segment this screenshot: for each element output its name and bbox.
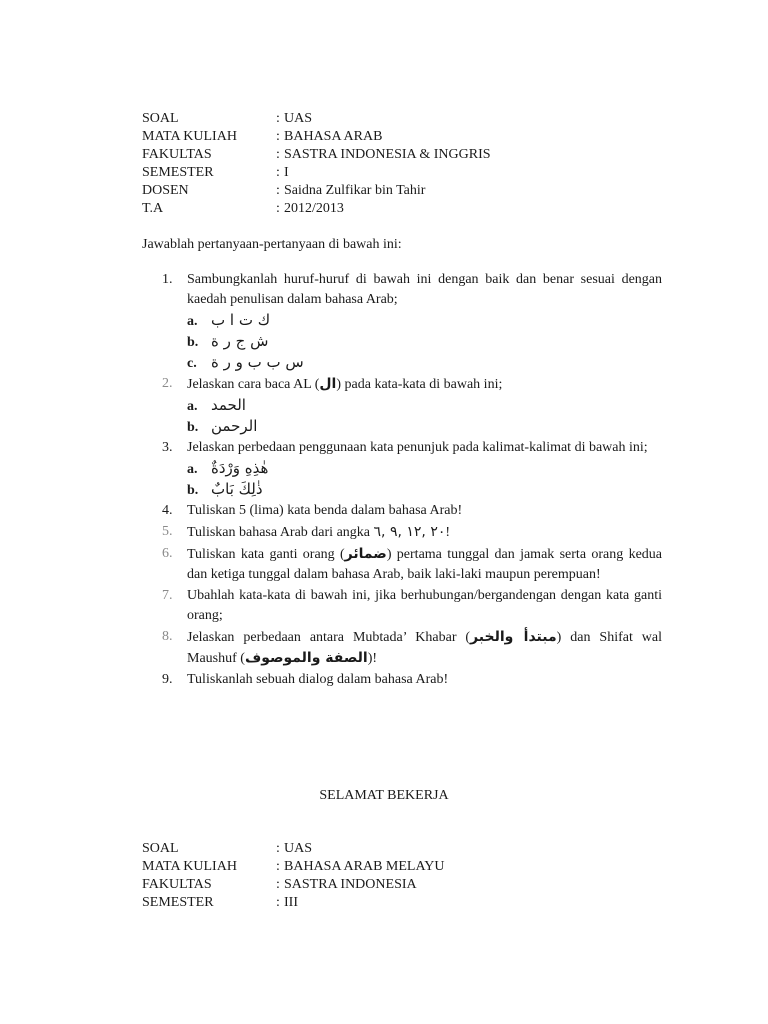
sub-letter: b.: [187, 420, 199, 435]
arabic-text: هٰذِهِ وَرْدَةٌ: [211, 459, 269, 477]
question-text: Tuliskanlah sebuah dialog dalam bahasa Arab!: [187, 672, 449, 687]
question-text-part: Tuliskan kata ganti orang (: [187, 547, 345, 562]
sub-letter: b.: [187, 335, 199, 350]
header-value: BAHASA ARAB: [284, 129, 383, 144]
header-separator: :: [276, 129, 280, 144]
arabic-inline: مبتدأ والخبر: [470, 629, 557, 645]
header-label: FAKULTAS: [142, 147, 212, 162]
arabic-inline: ال: [319, 376, 337, 392]
exam-header-top: [142, 110, 672, 218]
header-row-mata-kuliah: [142, 858, 672, 876]
header-row-soal: [142, 110, 672, 128]
question-text-part: ) pada kata-kata di bawah ini;: [336, 377, 503, 392]
header-row-fakultas: [142, 146, 672, 164]
arabic-text: الرحمن: [211, 417, 258, 435]
header-value: I: [284, 165, 289, 180]
header-separator: :: [276, 841, 280, 856]
exam-header-bottom: [142, 840, 672, 912]
header-value: SASTRA INDONESIA & INGGRIS: [284, 147, 491, 162]
question-8: [142, 627, 662, 669]
header-label: FAKULTAS: [142, 877, 212, 892]
question-text: [187, 374, 662, 395]
sub-letter: c.: [187, 356, 197, 371]
sub-item: [187, 458, 662, 479]
header-label: SOAL: [142, 111, 179, 126]
header-label: T.A: [142, 201, 164, 216]
header-label: SEMESTER: [142, 895, 214, 910]
header-separator: :: [276, 111, 280, 126]
sub-item: [187, 352, 662, 373]
question-text-part: Jelaskan perbedaan antara Mubtada’ Khabar (: [187, 630, 471, 645]
header-separator: :: [276, 859, 280, 874]
header-value: Saidna Zulfikar bin Tahir: [284, 183, 426, 198]
question-text: [187, 544, 662, 585]
closing-text: SELAMAT BEKERJA: [319, 788, 449, 803]
question-number: 4.: [162, 503, 173, 518]
question-number: 2.: [162, 376, 173, 391]
header-value: SASTRA INDONESIA: [284, 877, 417, 892]
header-value: III: [284, 895, 298, 910]
header-separator: :: [276, 895, 280, 910]
header-value: UAS: [284, 841, 313, 856]
arabic-inline: ضمائر: [344, 546, 387, 562]
question-number: 7.: [162, 588, 173, 603]
header-separator: :: [276, 165, 280, 180]
header-row-semester: [142, 894, 672, 912]
header-label: SEMESTER: [142, 165, 214, 180]
arabic-text: س ب ب و ر ة: [211, 353, 304, 371]
question-text-part: ) dan Shifat wal Maushuf (: [187, 630, 662, 666]
question-list: [142, 270, 662, 691]
header-row-semester: [142, 164, 672, 182]
question-number: 3.: [162, 440, 173, 455]
header-label: SOAL: [142, 841, 179, 856]
header-row-mata-kuliah: [142, 128, 672, 146]
header-label: MATA KULIAH: [142, 129, 237, 144]
header-separator: :: [276, 201, 280, 216]
question-text: Ubahlah kata-kata di bawah ini, jika berhubungan/bergandengan dengan kata ganti orang;: [187, 588, 662, 623]
header-label: DOSEN: [142, 183, 189, 198]
question-text: [187, 522, 662, 543]
question-6: [142, 544, 662, 585]
sub-list: [187, 395, 662, 437]
question-text: Jelaskan perbedaan penggunaan kata penunjuk pada kalimat-kalimat di bawah ini;: [187, 440, 648, 455]
header-separator: :: [276, 877, 280, 892]
question-number: 5.: [162, 524, 173, 539]
arabic-text: ذٰلِكَ بَابٌ: [211, 480, 263, 498]
header-value: BAHASA ARAB MELAYU: [284, 859, 445, 874]
arabic-inline: ٢٠ ,١٢ ,٩ ,٦: [373, 524, 446, 540]
question-number: 9.: [162, 672, 173, 687]
question-3: [142, 438, 662, 500]
sub-item: [187, 479, 662, 500]
sub-letter: a.: [187, 399, 198, 414]
question-number: 8.: [162, 629, 173, 644]
header-row-soal: [142, 840, 672, 858]
header-separator: :: [276, 147, 280, 162]
question-7: [142, 586, 662, 626]
question-9: [142, 670, 662, 690]
question-text-part: Jelaskan cara baca AL (: [187, 377, 320, 392]
question-text: [187, 627, 662, 669]
sub-letter: a.: [187, 462, 198, 477]
header-value: UAS: [284, 111, 313, 126]
header-row-fakultas: [142, 876, 672, 894]
question-1: [142, 270, 662, 373]
question-text: Tuliskan 5 (lima) kata benda dalam bahasa Arab!: [187, 503, 463, 518]
header-row-ta: [142, 200, 672, 218]
sub-item: [187, 416, 662, 437]
arabic-text: ك ت ا ب: [211, 311, 271, 329]
question-text-part: ) pertama tunggal dan jamak serta orang kedua dan ketiga tunggal dalam bahasa Arab, baik laki-laki maupun perempuan!: [187, 547, 662, 582]
sub-item: [187, 310, 662, 331]
arabic-text: ش ج ر ة: [211, 332, 269, 350]
question-text: Sambungkanlah huruf-huruf di bawah ini dengan baik dan benar sesuai dengan kaedah penulisan dalam bahasa Arab;: [187, 272, 662, 307]
sub-letter: b.: [187, 483, 199, 498]
question-number: 1.: [162, 272, 173, 287]
header-separator: :: [276, 183, 280, 198]
question-5: [142, 522, 662, 543]
header-row-dosen: [142, 182, 672, 200]
header-value: 2012/2013: [284, 201, 344, 216]
sub-list: [187, 458, 662, 500]
question-2: [142, 374, 662, 437]
question-text-part: )!: [367, 651, 378, 666]
header-label: MATA KULIAH: [142, 859, 237, 874]
question-text-part: !: [445, 525, 451, 540]
sub-item: [187, 395, 662, 416]
question-number: 6.: [162, 546, 173, 561]
arabic-text: الحمد: [211, 396, 246, 414]
question-4: [142, 501, 662, 521]
question-text-part: Tuliskan bahasa Arab dari angka: [187, 525, 374, 540]
sub-list: [187, 310, 662, 373]
sub-item: [187, 331, 662, 352]
arabic-inline: الصفة والموصوف: [244, 650, 368, 666]
sub-letter: a.: [187, 314, 198, 329]
exam-instruction: Jawablah pertanyaan-pertanyaan di bawah ini:: [142, 237, 402, 252]
